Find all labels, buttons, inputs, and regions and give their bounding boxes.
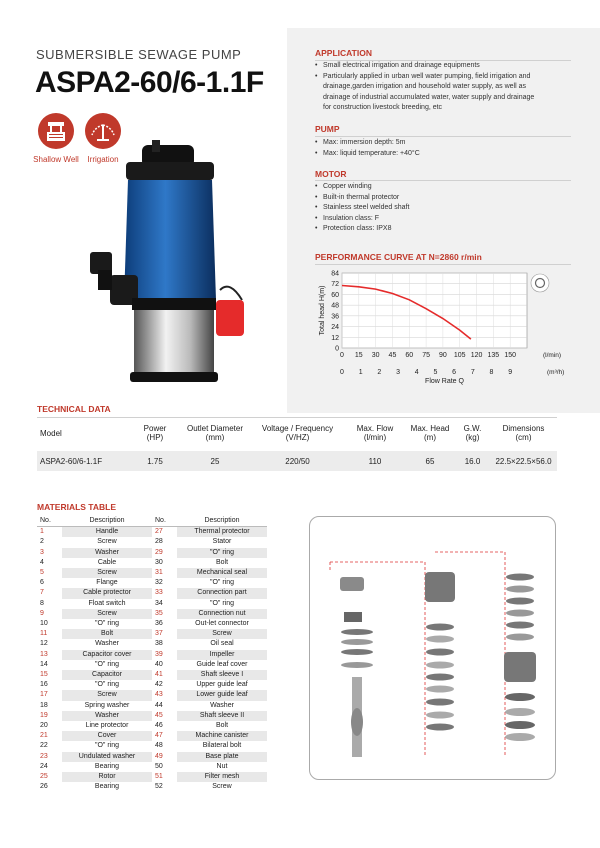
td-model: ASPA2-60/6-1.1F — [40, 456, 103, 466]
diagram-seal — [426, 724, 454, 731]
chart-xtick-label-m3h: 1 — [358, 369, 363, 376]
materials-row — [152, 772, 267, 782]
materials-header-row — [37, 516, 152, 527]
materials-description: Float switch — [88, 599, 126, 607]
td-voltage: 220/50 — [285, 456, 310, 466]
materials-description: Mechanical seal — [177, 568, 267, 578]
materials-heading: MATERIALS TABLE — [37, 502, 117, 512]
materials-description: Out-let connector — [195, 620, 249, 628]
chart-ytick-label: 36 — [331, 313, 339, 321]
chart-ytick-label: 12 — [331, 334, 339, 342]
motor-item: • Built-in thermal protector — [315, 193, 575, 204]
materials-no: 23 — [40, 752, 48, 760]
materials-row — [37, 772, 152, 782]
materials-no: 50 — [155, 762, 163, 770]
materials-description: Washer — [62, 711, 152, 721]
materials-row — [37, 578, 152, 588]
materials-row — [152, 701, 267, 711]
materials-no: 36 — [155, 620, 163, 628]
materials-no: 9 — [40, 609, 44, 617]
materials-no: 19 — [40, 711, 48, 719]
application-item-cont: drainage,garden irrigation and household water supply, as well as — [323, 83, 526, 90]
materials-description: Rotor — [62, 772, 152, 782]
diagram-seal — [426, 624, 454, 631]
materials-row — [152, 782, 267, 792]
diagram-base-plate — [505, 721, 535, 729]
td-dimensions: 22.5×22.5×56.0 — [495, 456, 552, 466]
application-item: • Particularly applied in urban well water pumping, field irrigation and — [315, 72, 575, 83]
diagram-handle — [340, 577, 364, 591]
motor-heading: MOTOR — [315, 169, 347, 179]
chart-rule — [315, 264, 571, 265]
materials-row — [152, 619, 267, 629]
materials-row — [37, 711, 152, 721]
materials-row — [152, 527, 267, 538]
materials-row — [152, 690, 267, 700]
materials-row — [37, 670, 152, 680]
materials-no: 1 — [40, 528, 44, 536]
materials-description: Cable — [97, 558, 117, 566]
materials-description: Handle — [62, 527, 152, 538]
col-no: No. — [152, 516, 177, 527]
materials-description: Nut — [216, 762, 228, 770]
materials-no: 29 — [155, 548, 163, 556]
materials-no: 41 — [155, 671, 163, 679]
diagram-seal — [426, 649, 454, 656]
col-description: Description — [62, 516, 152, 527]
materials-no: 6 — [40, 579, 44, 587]
tech-rule — [37, 417, 557, 418]
materials-description: Screw — [177, 629, 267, 639]
materials-no: 15 — [40, 671, 48, 679]
materials-no: 3 — [40, 548, 44, 556]
th-outlet: Outlet Diameter (mm) — [186, 424, 244, 442]
materials-row — [152, 558, 267, 568]
materials-no: 24 — [40, 762, 48, 770]
motor-item: • Insulation class: F — [315, 214, 575, 225]
materials-no: 26 — [40, 783, 48, 791]
materials-row — [152, 762, 267, 772]
chart-xtick-label-m3h: 9 — [508, 369, 513, 376]
th-voltage: Voltage / Frequency (V/HZ) — [261, 424, 334, 442]
materials-description: Oil seal — [210, 640, 234, 648]
materials-no: 7 — [40, 589, 44, 597]
materials-row — [152, 548, 267, 558]
materials-row — [37, 680, 152, 690]
materials-header-row — [152, 516, 267, 527]
chart-ytick-label: 60 — [331, 291, 339, 299]
diagram-guide-leaf — [506, 622, 534, 629]
materials-row — [152, 670, 267, 680]
chart-xtick-label-lmin: 135 — [487, 352, 500, 359]
materials-description: Lower guide leaf — [177, 690, 267, 700]
materials-no: 27 — [155, 528, 163, 536]
materials-no: 28 — [155, 538, 163, 546]
materials-no: 2 — [40, 538, 44, 546]
diagram-washer — [341, 649, 373, 655]
materials-row — [37, 599, 152, 609]
motor-list — [315, 182, 575, 235]
diagram-guide-leaf — [506, 598, 534, 605]
materials-row — [37, 721, 152, 731]
materials-no: 17 — [40, 691, 48, 699]
materials-no: 12 — [40, 640, 48, 648]
diagram-rotor — [351, 708, 363, 736]
td-head: 65 — [425, 456, 435, 466]
materials-row — [37, 741, 152, 751]
chart-xunit-m3h: (m³/h) — [547, 369, 565, 376]
materials-row — [37, 762, 152, 772]
materials-row — [152, 609, 267, 619]
materials-description: Thermal protector — [177, 527, 267, 538]
application-heading: APPLICATION — [315, 48, 372, 58]
materials-description: Cable protector — [62, 588, 152, 598]
diagram-guide-leaf — [506, 610, 534, 617]
chart-xtick-label-lmin: 120 — [470, 352, 483, 359]
well-icon — [38, 113, 74, 149]
chart-ytick-label: 84 — [331, 270, 339, 278]
materials-no: 46 — [155, 722, 163, 730]
td-gw: 16.0 — [464, 456, 481, 466]
materials-description: Bolt — [62, 629, 152, 639]
materials-description: Cover — [62, 731, 152, 741]
materials-row — [37, 629, 152, 639]
materials-row — [37, 782, 152, 792]
shallow-well-label: Shallow Well — [33, 155, 79, 164]
diagram-machine-canister — [504, 652, 536, 682]
chart-xunit-lmin: (l/min) — [543, 352, 562, 359]
materials-row — [37, 619, 152, 629]
td-outlet: 25 — [210, 456, 220, 466]
materials-description: "O" ring — [94, 620, 120, 628]
materials-row — [152, 639, 267, 649]
tech-table — [37, 421, 557, 471]
materials-row — [37, 639, 152, 649]
diagram-stator — [425, 572, 455, 602]
chart-xtick-label-m3h: 6 — [452, 369, 457, 376]
chart-ytick-label: 48 — [331, 302, 339, 310]
materials-description: Filter mesh — [177, 772, 267, 782]
diagram-seal — [426, 636, 454, 643]
chart-pump-badge-icon — [531, 274, 549, 292]
materials-description: Shaft sleeve I — [177, 670, 267, 680]
materials-row — [152, 599, 267, 609]
diagram-guide-leaf — [506, 586, 534, 593]
materials-description: "O" ring — [94, 660, 120, 668]
diagram-seal — [426, 674, 454, 681]
materials-description: Screw — [62, 609, 152, 619]
materials-description: Bolt — [215, 722, 229, 730]
materials-description: Screw — [97, 538, 117, 546]
diagram-seal — [426, 686, 454, 693]
motor-rule — [315, 180, 571, 181]
materials-description: Connection part — [177, 588, 267, 598]
materials-no: 43 — [155, 691, 163, 699]
materials-description: Base plate — [177, 752, 267, 762]
materials-row — [152, 568, 267, 578]
chart-xtick-label-m3h: 3 — [396, 369, 401, 376]
pump-product-image — [70, 140, 260, 395]
materials-row — [37, 588, 152, 598]
application-item-cont: for construction livestock breeding, etc — [323, 104, 443, 111]
materials-row — [37, 568, 152, 578]
materials-description: Screw — [62, 568, 152, 578]
materials-row — [152, 537, 267, 547]
tech-header-row — [37, 421, 557, 445]
materials-no: 21 — [40, 732, 48, 740]
tech-heading: TECHNICAL DATA — [37, 404, 111, 414]
tech-data-row — [37, 451, 557, 471]
materials-description: "O" ring — [94, 742, 120, 750]
materials-description: Washer — [210, 701, 234, 709]
materials-description: Screw — [212, 783, 232, 791]
th-gw: G.W. (kg) — [463, 424, 482, 442]
materials-row — [37, 527, 152, 538]
materials-no: 38 — [155, 640, 163, 648]
td-power: 1.75 — [147, 456, 163, 466]
th-dimensions: Dimensions (cm) — [502, 424, 545, 442]
materials-no: 39 — [155, 650, 163, 658]
materials-description: Bearing — [94, 783, 120, 791]
materials-no: 13 — [40, 650, 48, 658]
materials-description: Upper guide leaf — [196, 681, 248, 689]
materials-no: 10 — [40, 620, 48, 628]
diagram-washer — [341, 639, 373, 645]
motor-item: • Stainless steel welded shaft — [315, 203, 575, 214]
materials-no: 34 — [155, 599, 163, 607]
chart-xlabel: Flow Rate Q — [425, 378, 464, 385]
materials-no: 37 — [155, 630, 163, 638]
materials-row — [37, 650, 152, 660]
materials-no: 22 — [40, 742, 48, 750]
materials-description: Impeller — [177, 650, 267, 660]
materials-no: 33 — [155, 589, 163, 597]
diagram-seal — [426, 699, 454, 706]
materials-no: 40 — [155, 660, 163, 668]
materials-description: "O" ring — [209, 599, 235, 607]
materials-no: 48 — [155, 742, 163, 750]
product-subtitle: SUBMERSIBLE SEWAGE PUMP — [36, 47, 242, 62]
pump-list — [315, 138, 575, 159]
application-list — [315, 61, 575, 114]
pump-heading: PUMP — [315, 124, 340, 134]
materials-row — [152, 629, 267, 639]
diagram-base-plate — [505, 693, 535, 701]
diagram-base-plate — [505, 733, 535, 741]
materials-no: 25 — [40, 773, 48, 781]
chart-xtick-label-lmin: 0 — [340, 352, 344, 359]
pump-item: • Max: immersion depth: 5m — [315, 138, 575, 149]
product-title: ASPA2-60/6-1.1F — [35, 66, 264, 99]
chart-xtick-label-lmin: 150 — [504, 352, 517, 359]
chart-xtick-label-lmin: 30 — [371, 352, 380, 359]
materials-row — [37, 752, 152, 762]
chart-xtick-label-lmin: 60 — [405, 352, 414, 359]
chart-title: PERFORMANCE CURVE AT N=2860 r/min — [315, 252, 482, 262]
materials-row — [37, 558, 152, 568]
materials-no: 8 — [40, 599, 44, 607]
materials-no: 47 — [155, 732, 163, 740]
th-power: Power (HP) — [143, 424, 167, 442]
materials-row — [37, 731, 152, 741]
materials-description: Shaft sleeve II — [177, 711, 267, 721]
materials-description: Line protector — [85, 722, 129, 730]
materials-row — [152, 711, 267, 721]
chart-xtick-label-lmin: 75 — [422, 352, 430, 359]
exploded-view-diagram — [309, 516, 556, 780]
materials-no: 20 — [40, 722, 48, 730]
pump-item: • Max: liquid temperature: +40°C — [315, 149, 575, 160]
materials-no: 32 — [155, 579, 163, 587]
materials-description: Machine canister — [177, 731, 267, 741]
materials-row — [152, 650, 267, 660]
td-flow: 110 — [368, 456, 382, 466]
materials-row — [152, 731, 267, 741]
diagram-guide-line — [330, 562, 425, 757]
materials-row — [37, 660, 152, 670]
th-head: Max. Head (m) — [410, 424, 450, 442]
performance-chart — [312, 266, 572, 391]
materials-no: 5 — [40, 569, 44, 577]
materials-no: 49 — [155, 752, 163, 760]
materials-description: Connection nut — [177, 609, 267, 619]
chart-xtick-label-lmin: 105 — [453, 352, 466, 359]
motor-item: • Protection class: IPX8 — [315, 224, 575, 235]
materials-row — [152, 588, 267, 598]
materials-no: 51 — [155, 773, 163, 781]
materials-description: Undulated washer — [62, 752, 152, 762]
materials-description: Screw — [62, 690, 152, 700]
materials-row — [152, 721, 267, 731]
col-description: Description — [177, 516, 267, 527]
materials-no: 14 — [40, 660, 48, 668]
diagram-seal — [426, 662, 454, 669]
materials-no: 35 — [155, 609, 163, 617]
chart-ylabel: Total head H(m) — [319, 285, 326, 336]
diagram-washer — [341, 629, 373, 635]
materials-row — [37, 537, 152, 547]
chart-ytick-label: 0 — [335, 345, 339, 353]
pump-rule — [315, 136, 571, 137]
diagram-guide-leaf — [506, 574, 534, 581]
diagram-seal — [426, 712, 454, 719]
col-no: No. — [37, 516, 62, 527]
materials-description: Capacitor cover — [62, 650, 152, 660]
chart-xtick-label-m3h: 8 — [489, 369, 494, 376]
application-item: • Small electrical irrigation and drainage equipments — [315, 61, 575, 72]
chart-xtick-label-m3h: 4 — [414, 369, 419, 376]
materials-no: 11 — [40, 630, 48, 638]
diagram-guide-leaf — [506, 634, 534, 641]
chart-xtick-label-lmin: 90 — [439, 352, 447, 359]
materials-row — [152, 752, 267, 762]
chart-xtick-label-m3h: 7 — [470, 369, 475, 376]
diagram-washer — [341, 662, 373, 668]
materials-row — [37, 690, 152, 700]
chart-plot-area — [342, 273, 527, 348]
materials-description: "O" ring — [177, 548, 267, 558]
materials-description: Guide leaf cover — [196, 660, 248, 668]
diagram-base-plate — [505, 708, 535, 716]
materials-row — [152, 741, 267, 751]
chart-xtick-label-m3h: 0 — [340, 369, 344, 376]
materials-description: Bearing — [94, 762, 120, 770]
materials-no: 44 — [155, 701, 163, 709]
materials-row — [152, 660, 267, 670]
materials-description: Bilateral bolt — [202, 742, 242, 750]
chart-ytick-label: 72 — [331, 281, 339, 289]
materials-description: Flange — [96, 579, 118, 587]
materials-description: "O" ring — [94, 681, 120, 689]
materials-no: 30 — [155, 558, 163, 566]
chart-xtick-label-m3h: 5 — [433, 369, 438, 376]
chart-ytick-label: 24 — [331, 324, 339, 332]
materials-description: Bolt — [215, 558, 229, 566]
materials-row — [37, 548, 152, 558]
materials-no: 4 — [40, 558, 44, 566]
th-model: Model — [40, 428, 62, 438]
chart-xtick-label-m3h: 2 — [377, 369, 382, 376]
materials-row — [37, 701, 152, 711]
materials-no: 31 — [155, 569, 163, 577]
materials-no: 18 — [40, 701, 48, 709]
materials-left-table — [37, 516, 152, 792]
irrigation-label: Irrigation — [87, 155, 119, 164]
materials-no: 45 — [155, 711, 163, 719]
materials-right-table — [152, 516, 267, 792]
motor-item: • Copper winding — [315, 182, 575, 193]
materials-no: 42 — [155, 681, 163, 689]
materials-description: Washer — [62, 548, 152, 558]
materials-description: Capacitor — [62, 670, 152, 680]
materials-row — [37, 609, 152, 619]
chart-xtick-label-lmin: 45 — [388, 352, 397, 359]
materials-description: Washer — [95, 640, 119, 648]
materials-description: "O" ring — [209, 579, 235, 587]
diagram-capacitor — [344, 612, 362, 622]
application-item-cont: drainage of industrial accumulated water, water supply and drainage — [323, 93, 535, 101]
materials-description: Spring washer — [84, 701, 130, 709]
materials-row — [152, 578, 267, 588]
materials-no: 16 — [40, 681, 48, 689]
materials-no: 52 — [155, 783, 163, 791]
chart-xtick-label-lmin: 15 — [354, 352, 363, 359]
th-flow: Max. Flow (l/min) — [356, 424, 394, 442]
materials-description: Stator — [212, 538, 232, 546]
materials-row — [152, 680, 267, 690]
